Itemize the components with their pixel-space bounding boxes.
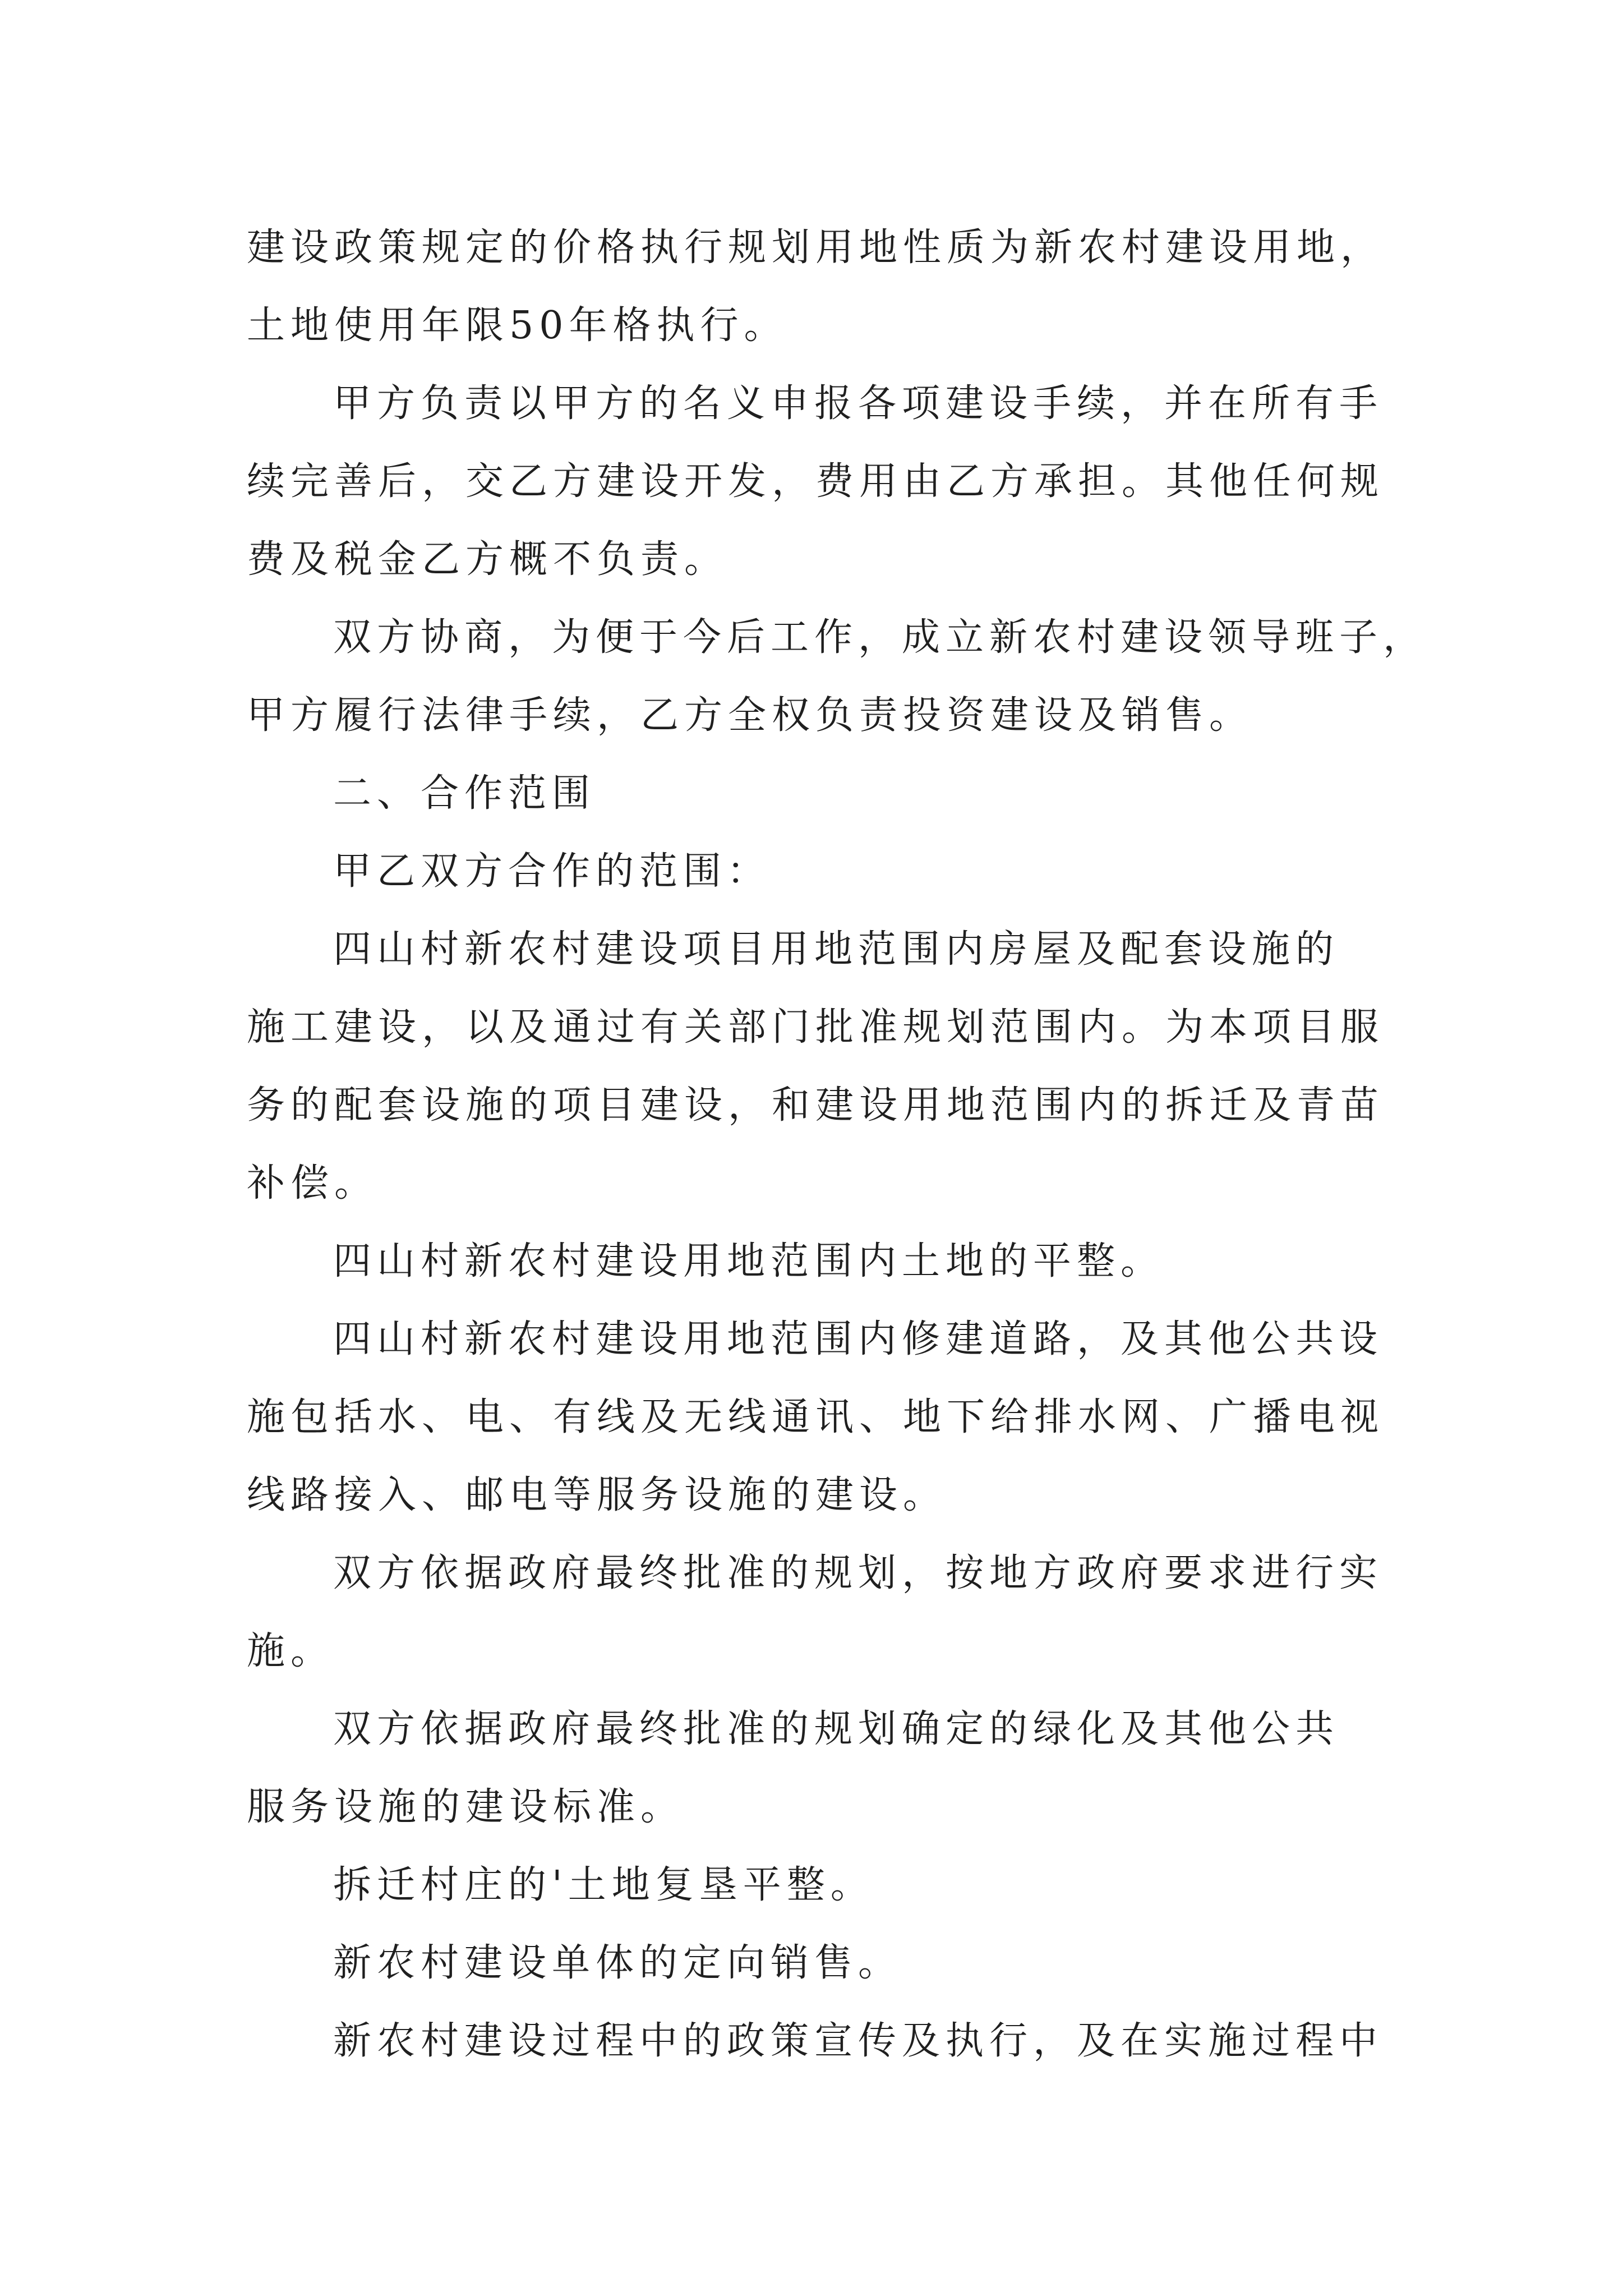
text-line: 施。 bbox=[247, 1629, 335, 1673]
text-line: 拆迁村庄的'土地复垦平整。 bbox=[333, 1863, 874, 1907]
text-line: 甲乙双方合作的范围： bbox=[333, 849, 771, 894]
text-line: 四山村新农村建设用地范围内修建道路，及其他公共设 bbox=[333, 1317, 1384, 1361]
text-line: 四山村新农村建设项目用地范围内房屋及配套设施的 bbox=[333, 927, 1340, 972]
section-heading: 二、合作范围 bbox=[333, 771, 596, 816]
text-line: 新农村建设单体的定向销售。 bbox=[333, 1941, 902, 1985]
text-line: 双方依据政府最终批准的规划，按地方政府要求进行实 bbox=[333, 1551, 1384, 1595]
text-line: 线路接入、邮电等服务设施的建设。 bbox=[247, 1473, 947, 1517]
text-line: 四山村新农村建设用地范围内土地的平整。 bbox=[333, 1239, 1165, 1283]
text-line: 土地使用年限50年格执行。 bbox=[247, 303, 788, 348]
text-line: 甲方负责以甲方的名义申报各项建设手续，并在所有手 bbox=[333, 381, 1384, 426]
text-line: 续完善后，交乙方建设开发，费用由乙方承担。其他任何规 bbox=[247, 459, 1385, 504]
text-line: 补偿。 bbox=[247, 1161, 379, 1205]
text-line: 费及税金乙方概不负责。 bbox=[247, 537, 728, 582]
text-line: 施包括水、电、有线及无线通讯、地下给排水网、广播电视 bbox=[247, 1395, 1385, 1439]
text-line: 双方协商，为便于今后工作，成立新农村建设领导班子， bbox=[333, 615, 1427, 660]
text-line: 甲方履行法律手续，乙方全权负责投资建设及销售。 bbox=[247, 693, 1253, 738]
text-line: 施工建设，以及通过有关部门批准规划范围内。为本项目服 bbox=[247, 1005, 1385, 1050]
text-line: 双方依据政府最终批准的规划确定的绿化及其他公共 bbox=[333, 1707, 1340, 1751]
text-line: 服务设施的建设标准。 bbox=[247, 1785, 685, 1829]
text-line: 建设政策规定的价格执行规划用地性质为新农村建设用地， bbox=[247, 226, 1385, 270]
document-body bbox=[247, 209, 1427, 2080]
text-line: 务的配套设施的项目建设，和建设用地范围内的拆迁及青苗 bbox=[247, 1083, 1385, 1128]
text-line: 新农村建设过程中的政策宣传及执行，及在实施过程中 bbox=[333, 2019, 1384, 2063]
